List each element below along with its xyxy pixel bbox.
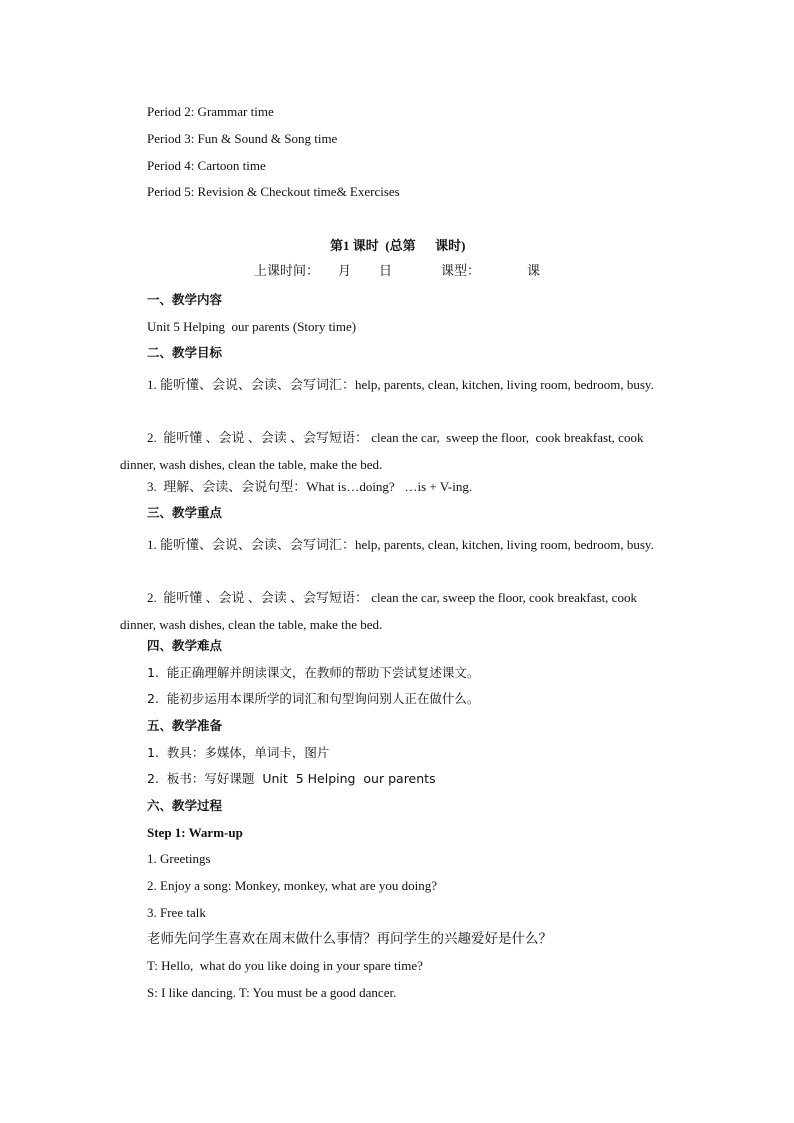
period-4: Period 4: Cartoon time bbox=[147, 158, 266, 173]
key-point-item-2: 2. 能听懂 、会说 、会读 、会写短语： clean the car, sweep the floor, cook breakfast, cook dinner, wash dishes, clean the table, make the bed. bbox=[120, 590, 641, 632]
period-3: Period 3: Fun & Sound & Song time bbox=[147, 131, 338, 146]
section-heading-content: 一、教学内容 bbox=[147, 292, 223, 307]
lesson-type-suffix: 课 bbox=[527, 264, 541, 279]
preparation-item-1: 1. 教具：多媒体，单词卡，图片 bbox=[147, 745, 330, 760]
section-heading-process: 六、教学过程 bbox=[147, 798, 223, 813]
objective-item-1: 1. 能听懂、会说、会读、会写词汇：help, parents, clean, kitchen, living room, bedroom, busy. bbox=[147, 377, 654, 392]
period-5: Period 5: Revision & Checkout time& Exercises bbox=[147, 184, 400, 199]
lesson-type-label: 课型： bbox=[441, 264, 481, 279]
section-heading-objectives: 二、教学目标 bbox=[147, 345, 223, 360]
section-heading-difficulties: 四、教学难点 bbox=[147, 638, 223, 653]
section-heading-key-points: 三、教学重点 bbox=[147, 505, 223, 520]
process-line-5: T: Hello, what do you like doing in your spare time? bbox=[147, 958, 423, 973]
process-line-6: S: I like dancing. T: You must be a good dancer. bbox=[147, 985, 397, 1000]
process-line-1: 1. Greetings bbox=[147, 851, 211, 866]
preparation-item-2: 2. 板书：写好课题 Unit 5 Helping our parents bbox=[147, 771, 436, 786]
section-heading-preparation: 五、教学准备 bbox=[147, 718, 223, 733]
lesson-title: 第1 课时 (总第 课时) bbox=[330, 238, 466, 253]
difficulty-item-2: 2. 能初步运用本课所学的词汇和句型询问别人正在做什么。 bbox=[147, 691, 480, 706]
period-2: Period 2: Grammar time bbox=[147, 104, 274, 119]
step-1-heading: Step 1: Warm-up bbox=[147, 825, 243, 840]
key-point-item-1: 1. 能听懂、会说、会读、会写词汇：help, parents, clean, kitchen, living room, bedroom, busy. bbox=[147, 537, 654, 552]
lesson-month: 月 bbox=[338, 264, 352, 279]
section-content-text: Unit 5 Helping our parents (Story time) bbox=[147, 319, 357, 334]
difficulty-item-1: 1. 能正确理解并朗读课文，在教师的帮助下尝试复述课文。 bbox=[147, 665, 480, 680]
lesson-day: 日 bbox=[379, 264, 393, 279]
lesson-time-label: 上课时间： bbox=[254, 264, 320, 279]
process-line-2: 2. Enjoy a song: Monkey, monkey, what are you doing? bbox=[147, 878, 438, 893]
process-line-4: 老师先问学生喜欢在周末做什么事情？再问学生的兴趣爱好是什么？ bbox=[147, 931, 552, 947]
objective-item-2: 2. 能听懂 、会说 、会读 、会写短语： clean the car, sweep the floor, cook breakfast, cook dinner, wash dishes, clean the table, make the bed. bbox=[120, 430, 647, 472]
objective-item-3: 3. 理解、会读、会说句型：What is…doing? …is + V-ing. bbox=[147, 479, 473, 494]
process-line-3: 3. Free talk bbox=[147, 905, 206, 920]
